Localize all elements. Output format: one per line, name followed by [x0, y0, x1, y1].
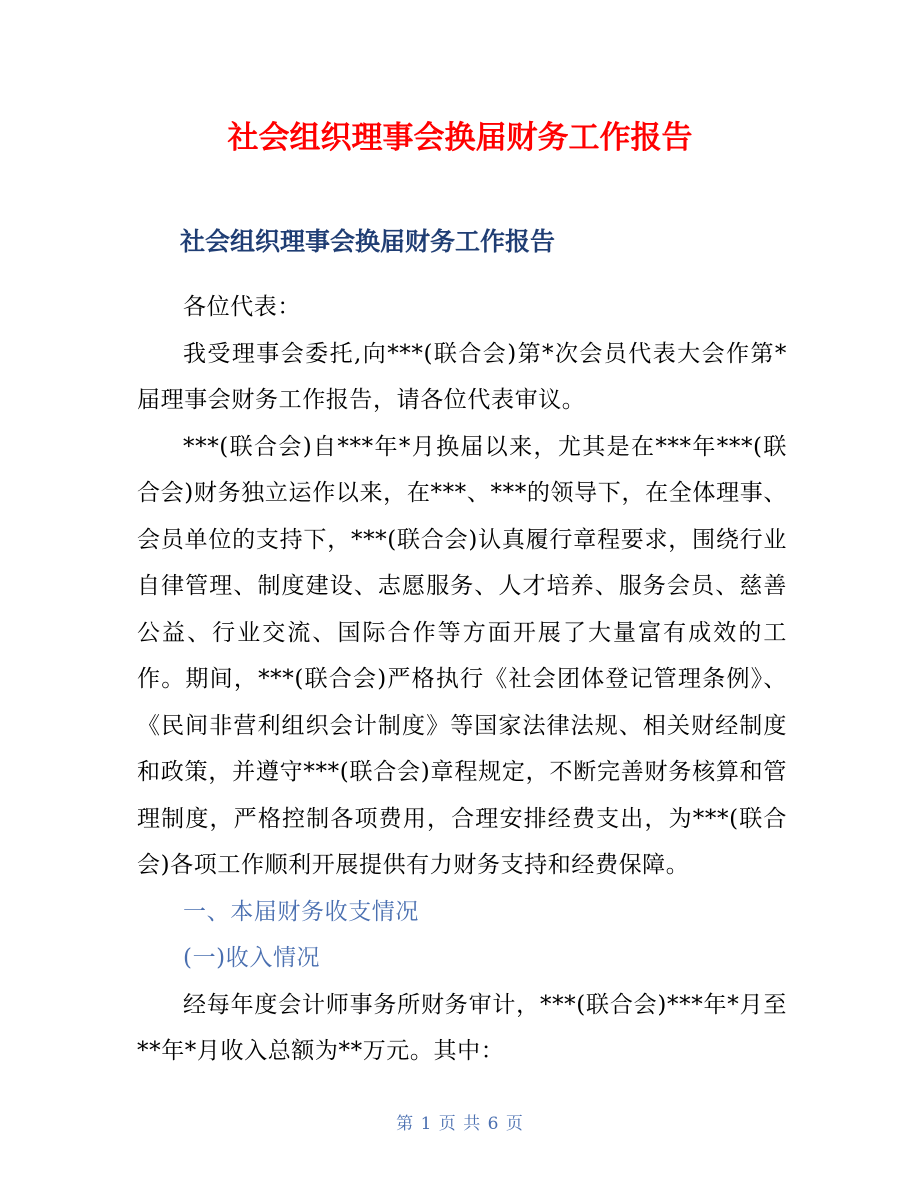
intro-paragraph: 我受理事会委托,向***(联合会)第*次会员代表大会作第*届理事会财务工作报告，请各位代表审议。: [137, 340, 787, 413]
section-heading-1: 一、本届财务收支情况: [183, 898, 419, 925]
summary-paragraph: ***(联合会)自***年*月换届以来，尤其是在***年***(联合会)财务独立运作以来，在***、***的领导下，在全体理事、会员单位的支持下，***(联合会)认真履行章程要求，围绕行业自律管理、制度建设、志愿服务、人才培养、服务会员、慈善公益、行业交流、国际合作等方面开展了大量富有成效的工作。期间，***(联合会)严格执行《社会团体登记管理条例》、《民间非营利组织会计制度》等国家法律法规、相关财经制度和政策，并遵守***(联合会)章程规定，不断完善财务核算和管理制度，严格控制各项费用，合理安排经费支出，为***(联合会)各项工作顺利开展提供有力财务支持和经费保障。: [137, 433, 787, 878]
document-main-title: 社会组织理事会换届财务工作报告: [227, 120, 693, 156]
subsection-heading-1: (一)收入情况: [183, 945, 321, 971]
page-footer: 第 1 页 共 6 页: [396, 1114, 524, 1134]
document-body: [137, 284, 787, 1075]
salutation-paragraph: 各位代表：: [183, 294, 301, 320]
document-sub-title: 社会组织理事会换届财务工作报告: [180, 227, 556, 256]
income-paragraph: 经每年度会计师事务所财务审计，***(联合会)***年*月至**年*月收入总额为**万元。其中：: [137, 991, 787, 1064]
